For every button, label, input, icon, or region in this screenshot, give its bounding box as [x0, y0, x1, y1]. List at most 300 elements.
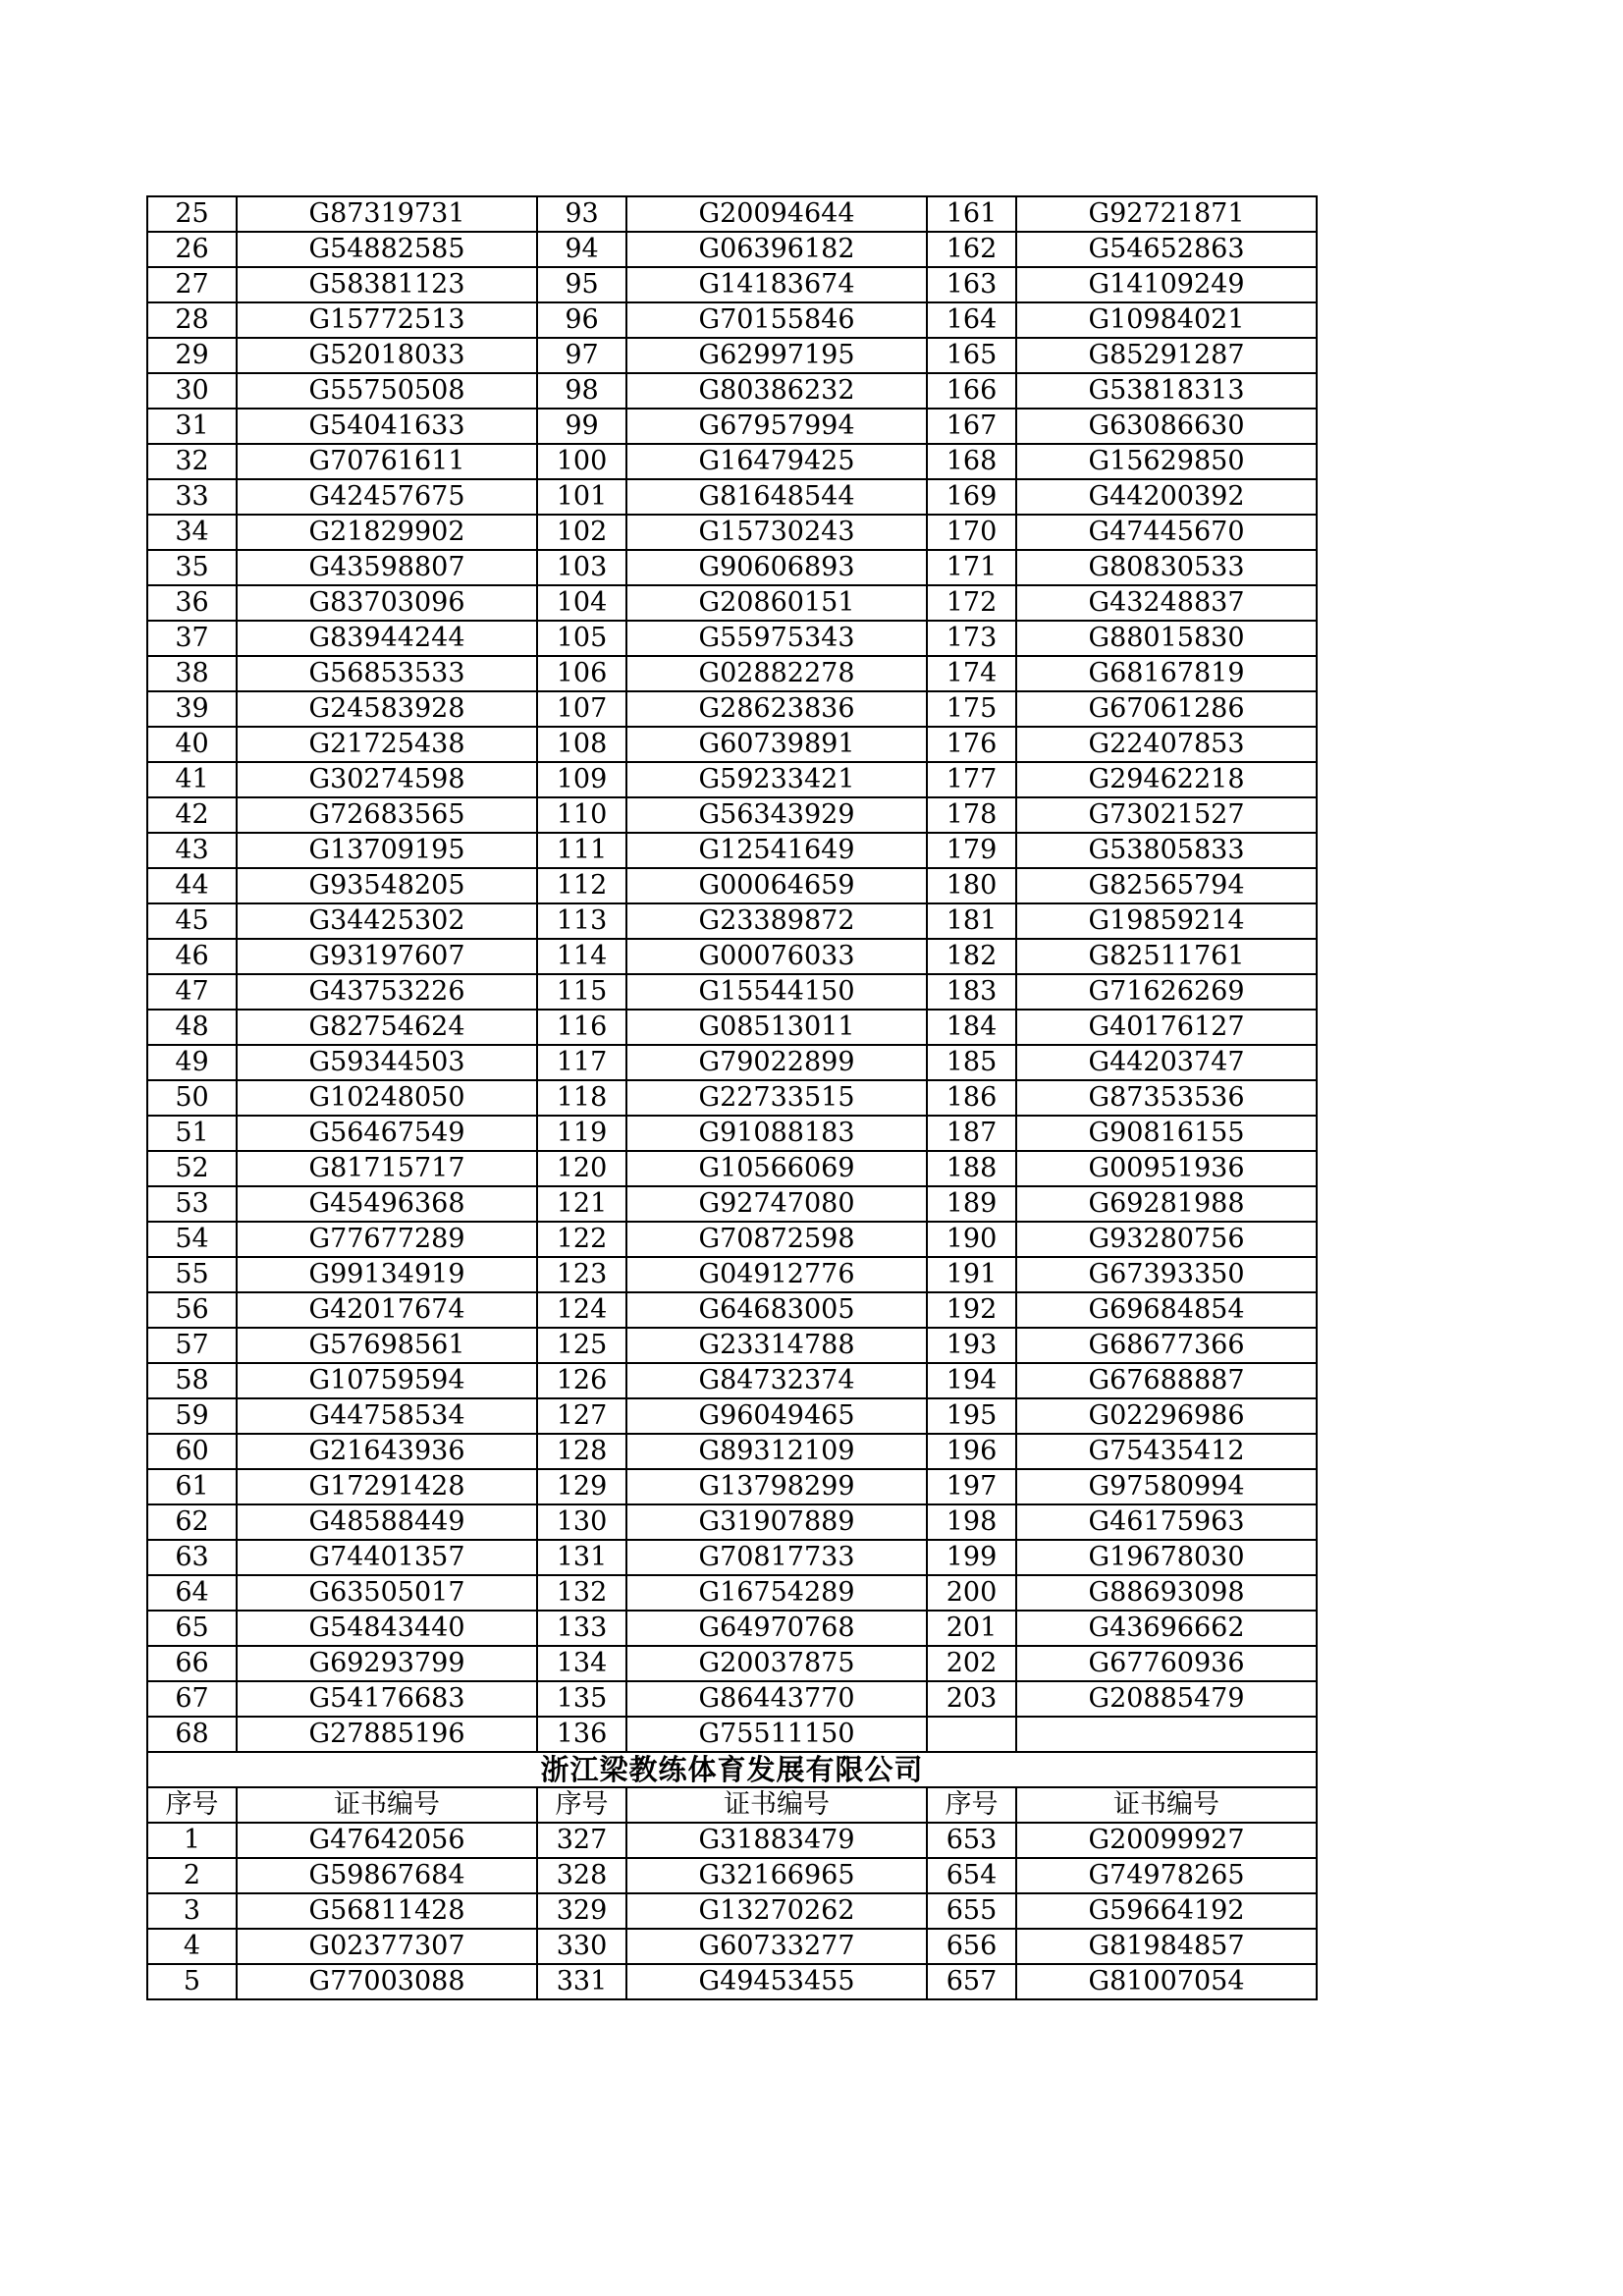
serial-number-cell: 131 [537, 1540, 626, 1575]
certificate-number-cell: G15772513 [237, 302, 537, 338]
serial-number-cell [927, 1717, 1016, 1752]
table-row [147, 1186, 1317, 1222]
serial-number-cell: 51 [147, 1116, 237, 1151]
certificate-number-cell: G85291287 [1016, 338, 1317, 373]
serial-number-cell: 59 [147, 1398, 237, 1434]
certificate-number-cell: G02296986 [1016, 1398, 1317, 1434]
certificate-number-cell: G04912776 [626, 1257, 927, 1292]
serial-number-cell: 655 [927, 1893, 1016, 1929]
certificate-number-cell: G73021527 [1016, 797, 1317, 833]
certificate-number-cell: G92747080 [626, 1186, 927, 1222]
serial-number-cell: 162 [927, 232, 1016, 267]
certificate-number-cell: G10759594 [237, 1363, 537, 1398]
table-row [147, 1681, 1317, 1717]
table-row [147, 621, 1317, 656]
column-header-serial: 序号 [927, 1787, 1016, 1823]
table-row [147, 302, 1317, 338]
serial-number-cell: 120 [537, 1151, 626, 1186]
certificate-number-cell: G56467549 [237, 1116, 537, 1151]
serial-number-cell: 128 [537, 1434, 626, 1469]
certificate-number-cell: G30274598 [237, 762, 537, 797]
serial-number-cell: 33 [147, 479, 237, 515]
certificate-number-cell: G10248050 [237, 1080, 537, 1116]
serial-number-cell: 125 [537, 1328, 626, 1363]
certificate-number-cell: G21725438 [237, 727, 537, 762]
certificate-number-cell: G47642056 [237, 1823, 537, 1858]
table-row [147, 409, 1317, 444]
serial-number-cell: 327 [537, 1823, 626, 1858]
certificate-number-cell: G93197607 [237, 939, 537, 974]
serial-number-cell: 111 [537, 833, 626, 868]
serial-number-cell: 50 [147, 1080, 237, 1116]
serial-number-cell: 110 [537, 797, 626, 833]
certificate-number-cell: G54041633 [237, 409, 537, 444]
certificate-number-cell: G71626269 [1016, 974, 1317, 1010]
table-row [147, 1151, 1317, 1186]
certificate-number-cell: G00064659 [626, 868, 927, 903]
certificate-number-cell: G28623836 [626, 691, 927, 727]
serial-number-cell: 29 [147, 338, 237, 373]
serial-number-cell: 1 [147, 1823, 237, 1858]
serial-number-cell: 99 [537, 409, 626, 444]
column-header-certificate: 证书编号 [626, 1787, 927, 1823]
certificate-number-cell: G80830533 [1016, 550, 1317, 585]
serial-number-cell: 130 [537, 1504, 626, 1540]
serial-number-cell: 30 [147, 373, 237, 409]
table-row [147, 656, 1317, 691]
certificate-number-cell: G44758534 [237, 1398, 537, 1434]
certificate-number-cell: G08513011 [626, 1010, 927, 1045]
serial-number-cell: 133 [537, 1611, 626, 1646]
serial-number-cell: 188 [927, 1151, 1016, 1186]
table-row [147, 1504, 1317, 1540]
certificate-number-cell: G43248837 [1016, 585, 1317, 621]
certificate-number-cell: G59867684 [237, 1858, 537, 1893]
certificate-number-cell: G82565794 [1016, 868, 1317, 903]
certificate-number-cell: G44203747 [1016, 1045, 1317, 1080]
certificate-number-cell: G83944244 [237, 621, 537, 656]
certificate-number-cell: G97580994 [1016, 1469, 1317, 1504]
serial-number-cell: 657 [927, 1964, 1016, 1999]
serial-number-cell: 38 [147, 656, 237, 691]
certificate-number-cell: G44200392 [1016, 479, 1317, 515]
certificate-number-cell: G55975343 [626, 621, 927, 656]
serial-number-cell: 191 [927, 1257, 1016, 1292]
certificate-number-cell: G87353536 [1016, 1080, 1317, 1116]
serial-number-cell: 94 [537, 232, 626, 267]
certificate-number-cell: G99134919 [237, 1257, 537, 1292]
column-header-certificate: 证书编号 [1016, 1787, 1317, 1823]
certificate-number-cell: G81984857 [1016, 1929, 1317, 1964]
certificate-number-cell: G70872598 [626, 1222, 927, 1257]
certificate-number-cell: G56343929 [626, 797, 927, 833]
table-row [147, 373, 1317, 409]
table-row [147, 1116, 1317, 1151]
certificate-number-cell: G20037875 [626, 1646, 927, 1681]
serial-number-cell: 656 [927, 1929, 1016, 1964]
serial-number-cell: 200 [927, 1575, 1016, 1611]
serial-number-cell: 108 [537, 727, 626, 762]
certificate-number-cell: G70761611 [237, 444, 537, 479]
table-row [147, 515, 1317, 550]
serial-number-cell: 179 [927, 833, 1016, 868]
serial-number-cell: 126 [537, 1363, 626, 1398]
certificate-table [146, 195, 1318, 2000]
certificate-number-cell: G67061286 [1016, 691, 1317, 727]
certificate-number-cell: G54843440 [237, 1611, 537, 1646]
certificate-number-cell: G69281988 [1016, 1186, 1317, 1222]
serial-number-cell: 61 [147, 1469, 237, 1504]
serial-number-cell: 177 [927, 762, 1016, 797]
certificate-number-cell: G67957994 [626, 409, 927, 444]
serial-number-cell: 203 [927, 1681, 1016, 1717]
serial-number-cell: 53 [147, 1186, 237, 1222]
table-row [147, 1646, 1317, 1681]
serial-number-cell: 183 [927, 974, 1016, 1010]
table-row [147, 1469, 1317, 1504]
serial-number-cell: 67 [147, 1681, 237, 1717]
serial-number-cell: 2 [147, 1858, 237, 1893]
certificate-number-cell: G17291428 [237, 1469, 537, 1504]
serial-number-cell: 43 [147, 833, 237, 868]
serial-number-cell: 192 [927, 1292, 1016, 1328]
serial-number-cell: 97 [537, 338, 626, 373]
certificate-number-cell: G83703096 [237, 585, 537, 621]
serial-number-cell: 41 [147, 762, 237, 797]
certificate-number-cell: G60733277 [626, 1929, 927, 1964]
certificate-number-cell: G19678030 [1016, 1540, 1317, 1575]
serial-number-cell: 134 [537, 1646, 626, 1681]
table-row [147, 797, 1317, 833]
serial-number-cell: 106 [537, 656, 626, 691]
table-row [147, 479, 1317, 515]
certificate-number-cell: G12541649 [626, 833, 927, 868]
certificate-number-cell: G56853533 [237, 656, 537, 691]
certificate-number-cell: G16479425 [626, 444, 927, 479]
serial-number-cell: 4 [147, 1929, 237, 1964]
table-row [147, 1222, 1317, 1257]
certificate-number-cell: G81715717 [237, 1151, 537, 1186]
serial-number-cell: 653 [927, 1823, 1016, 1858]
serial-number-cell: 186 [927, 1080, 1016, 1116]
certificate-number-cell: G20885479 [1016, 1681, 1317, 1717]
table-row [147, 1045, 1317, 1080]
serial-number-cell: 182 [927, 939, 1016, 974]
certificate-number-cell: G64683005 [626, 1292, 927, 1328]
table-row [147, 1611, 1317, 1646]
certificate-number-cell: G23389872 [626, 903, 927, 939]
certificate-number-cell: G93280756 [1016, 1222, 1317, 1257]
serial-number-cell: 654 [927, 1858, 1016, 1893]
table-row [147, 939, 1317, 974]
serial-number-cell: 170 [927, 515, 1016, 550]
certificate-number-cell: G21829902 [237, 515, 537, 550]
company-title: 浙江梁教练体育发展有限公司 [147, 1752, 1317, 1787]
certificate-number-cell: G88015830 [1016, 621, 1317, 656]
certificate-number-cell: G02882278 [626, 656, 927, 691]
certificate-number-cell: G48588449 [237, 1504, 537, 1540]
serial-number-cell: 46 [147, 939, 237, 974]
certificate-number-cell: G14109249 [1016, 267, 1317, 302]
serial-number-cell: 161 [927, 196, 1016, 232]
serial-number-cell: 98 [537, 373, 626, 409]
serial-number-cell: 136 [537, 1717, 626, 1752]
serial-number-cell: 118 [537, 1080, 626, 1116]
serial-number-cell: 185 [927, 1045, 1016, 1080]
table-row [147, 1717, 1317, 1752]
certificate-number-cell: G31907889 [626, 1504, 927, 1540]
serial-number-cell: 100 [537, 444, 626, 479]
certificate-number-cell: G90816155 [1016, 1116, 1317, 1151]
serial-number-cell: 34 [147, 515, 237, 550]
certificate-number-cell: G46175963 [1016, 1504, 1317, 1540]
certificate-number-cell: G42457675 [237, 479, 537, 515]
certificate-number-cell: G20099927 [1016, 1823, 1317, 1858]
serial-number-cell: 65 [147, 1611, 237, 1646]
serial-number-cell: 184 [927, 1010, 1016, 1045]
table-row [147, 868, 1317, 903]
certificate-number-cell: G16754289 [626, 1575, 927, 1611]
certificate-number-cell: G58381123 [237, 267, 537, 302]
table-row [147, 585, 1317, 621]
table-row [147, 1398, 1317, 1434]
serial-number-cell: 135 [537, 1681, 626, 1717]
certificate-number-cell: G84732374 [626, 1363, 927, 1398]
certificate-number-cell: G13798299 [626, 1469, 927, 1504]
certificate-number-cell: G87319731 [237, 196, 537, 232]
table-row [147, 1964, 1317, 1999]
table-row [147, 267, 1317, 302]
certificate-number-cell: G69684854 [1016, 1292, 1317, 1328]
serial-number-cell: 42 [147, 797, 237, 833]
table-row [147, 1292, 1317, 1328]
certificate-number-cell: G67688887 [1016, 1363, 1317, 1398]
serial-number-cell: 64 [147, 1575, 237, 1611]
certificate-number-cell: G40176127 [1016, 1010, 1317, 1045]
serial-number-cell: 44 [147, 868, 237, 903]
serial-number-cell: 47 [147, 974, 237, 1010]
serial-number-cell: 40 [147, 727, 237, 762]
serial-number-cell: 164 [927, 302, 1016, 338]
certificate-number-cell: G00951936 [1016, 1151, 1317, 1186]
certificate-number-cell: G47445670 [1016, 515, 1317, 550]
certificate-number-cell: G59664192 [1016, 1893, 1317, 1929]
certificate-number-cell: G93548205 [237, 868, 537, 903]
certificate-number-cell: G20094644 [626, 196, 927, 232]
certificate-number-cell: G59233421 [626, 762, 927, 797]
serial-number-cell: 124 [537, 1292, 626, 1328]
certificate-number-cell: G55750508 [237, 373, 537, 409]
serial-number-cell: 199 [927, 1540, 1016, 1575]
serial-number-cell: 52 [147, 1151, 237, 1186]
certificate-number-cell: G68167819 [1016, 656, 1317, 691]
serial-number-cell: 66 [147, 1646, 237, 1681]
company-title-row [147, 1752, 1317, 1787]
serial-number-cell: 165 [927, 338, 1016, 373]
table-row [147, 1858, 1317, 1893]
serial-number-cell: 39 [147, 691, 237, 727]
certificate-number-cell: G19859214 [1016, 903, 1317, 939]
serial-number-cell: 95 [537, 267, 626, 302]
column-header-certificate: 证书编号 [237, 1787, 537, 1823]
certificate-number-cell: G53818313 [1016, 373, 1317, 409]
serial-number-cell: 129 [537, 1469, 626, 1504]
serial-number-cell: 331 [537, 1964, 626, 1999]
certificate-number-cell: G06396182 [626, 232, 927, 267]
certificate-number-cell: G60739891 [626, 727, 927, 762]
certificate-number-cell: G68677366 [1016, 1328, 1317, 1363]
serial-number-cell: 180 [927, 868, 1016, 903]
certificate-number-cell: G89312109 [626, 1434, 927, 1469]
certificate-number-cell: G57698561 [237, 1328, 537, 1363]
serial-number-cell: 103 [537, 550, 626, 585]
serial-number-cell: 122 [537, 1222, 626, 1257]
serial-number-cell: 176 [927, 727, 1016, 762]
certificate-number-cell: G10984021 [1016, 302, 1317, 338]
table-row [147, 1363, 1317, 1398]
certificate-number-cell: G74401357 [237, 1540, 537, 1575]
serial-number-cell: 187 [927, 1116, 1016, 1151]
certificate-number-cell: G59344503 [237, 1045, 537, 1080]
certificate-number-cell: G90606893 [626, 550, 927, 585]
serial-number-cell: 63 [147, 1540, 237, 1575]
certificate-number-cell: G96049465 [626, 1398, 927, 1434]
table-row [147, 232, 1317, 267]
table-row [147, 903, 1317, 939]
serial-number-cell: 102 [537, 515, 626, 550]
serial-number-cell: 25 [147, 196, 237, 232]
serial-number-cell: 101 [537, 479, 626, 515]
certificate-number-cell: G64970768 [626, 1611, 927, 1646]
certificate-number-cell: G67393350 [1016, 1257, 1317, 1292]
certificate-number-cell: G80386232 [626, 373, 927, 409]
certificate-number-cell: G54652863 [1016, 232, 1317, 267]
certificate-number-cell: G75435412 [1016, 1434, 1317, 1469]
certificate-number-cell: G31883479 [626, 1823, 927, 1858]
certificate-number-cell: G70155846 [626, 302, 927, 338]
certificate-number-cell: G54176683 [237, 1681, 537, 1717]
certificate-number-cell: G53805833 [1016, 833, 1317, 868]
table-row [147, 974, 1317, 1010]
header-row [147, 1787, 1317, 1823]
column-header-serial: 序号 [147, 1787, 237, 1823]
certificate-number-cell: G14183674 [626, 267, 927, 302]
table-row [147, 1575, 1317, 1611]
certificate-number-cell: G77677289 [237, 1222, 537, 1257]
serial-number-cell: 45 [147, 903, 237, 939]
serial-number-cell: 329 [537, 1893, 626, 1929]
certificate-number-cell: G54882585 [237, 232, 537, 267]
certificate-number-cell: G81007054 [1016, 1964, 1317, 1999]
serial-number-cell: 172 [927, 585, 1016, 621]
serial-number-cell: 115 [537, 974, 626, 1010]
certificate-number-cell: G82754624 [237, 1010, 537, 1045]
serial-number-cell: 55 [147, 1257, 237, 1292]
serial-number-cell: 26 [147, 232, 237, 267]
certificate-number-cell: G49453455 [626, 1964, 927, 1999]
certificate-number-cell: G27885196 [237, 1717, 537, 1752]
certificate-number-cell: G88693098 [1016, 1575, 1317, 1611]
serial-number-cell: 96 [537, 302, 626, 338]
serial-number-cell: 37 [147, 621, 237, 656]
certificate-number-cell: G43598807 [237, 550, 537, 585]
certificate-number-cell: G02377307 [237, 1929, 537, 1964]
serial-number-cell: 49 [147, 1045, 237, 1080]
serial-number-cell: 201 [927, 1611, 1016, 1646]
certificate-number-cell: G13709195 [237, 833, 537, 868]
serial-number-cell: 119 [537, 1116, 626, 1151]
serial-number-cell: 168 [927, 444, 1016, 479]
serial-number-cell: 105 [537, 621, 626, 656]
serial-number-cell: 117 [537, 1045, 626, 1080]
certificate-number-cell: G69293799 [237, 1646, 537, 1681]
serial-number-cell: 196 [927, 1434, 1016, 1469]
table-row [147, 691, 1317, 727]
serial-number-cell: 93 [537, 196, 626, 232]
serial-number-cell: 28 [147, 302, 237, 338]
serial-number-cell: 27 [147, 267, 237, 302]
serial-number-cell: 193 [927, 1328, 1016, 1363]
certificate-number-cell: G52018033 [237, 338, 537, 373]
serial-number-cell: 328 [537, 1858, 626, 1893]
serial-number-cell: 171 [927, 550, 1016, 585]
certificate-number-cell: G62997195 [626, 338, 927, 373]
certificate-number-cell: G74978265 [1016, 1858, 1317, 1893]
table-row [147, 1540, 1317, 1575]
certificate-number-cell: G70817733 [626, 1540, 927, 1575]
certificate-number-cell: G23314788 [626, 1328, 927, 1363]
certificate-number-cell: G45496368 [237, 1186, 537, 1222]
serial-number-cell: 62 [147, 1504, 237, 1540]
certificate-number-cell: G21643936 [237, 1434, 537, 1469]
serial-number-cell: 32 [147, 444, 237, 479]
serial-number-cell: 175 [927, 691, 1016, 727]
serial-number-cell: 163 [927, 267, 1016, 302]
serial-number-cell: 169 [927, 479, 1016, 515]
serial-number-cell: 123 [537, 1257, 626, 1292]
serial-number-cell: 5 [147, 1964, 237, 1999]
serial-number-cell: 189 [927, 1186, 1016, 1222]
serial-number-cell: 195 [927, 1398, 1016, 1434]
serial-number-cell: 54 [147, 1222, 237, 1257]
certificate-number-cell: G75511150 [626, 1717, 927, 1752]
serial-number-cell: 121 [537, 1186, 626, 1222]
table-row [147, 833, 1317, 868]
certificate-number-cell: G82511761 [1016, 939, 1317, 974]
serial-number-cell: 330 [537, 1929, 626, 1964]
certificate-number-cell: G15730243 [626, 515, 927, 550]
certificate-number-cell: G63086630 [1016, 409, 1317, 444]
serial-number-cell: 194 [927, 1363, 1016, 1398]
serial-number-cell: 109 [537, 762, 626, 797]
table-row [147, 1328, 1317, 1363]
certificate-number-cell: G72683565 [237, 797, 537, 833]
table-row [147, 1257, 1317, 1292]
table-row [147, 762, 1317, 797]
serial-number-cell: 132 [537, 1575, 626, 1611]
certificate-number-cell: G77003088 [237, 1964, 537, 1999]
certificate-number-cell: G91088183 [626, 1116, 927, 1151]
serial-number-cell: 35 [147, 550, 237, 585]
serial-number-cell: 60 [147, 1434, 237, 1469]
serial-number-cell: 116 [537, 1010, 626, 1045]
serial-number-cell: 104 [537, 585, 626, 621]
serial-number-cell: 202 [927, 1646, 1016, 1681]
certificate-number-cell: G20860151 [626, 585, 927, 621]
serial-number-cell: 36 [147, 585, 237, 621]
certificate-number-cell: G43753226 [237, 974, 537, 1010]
serial-number-cell: 112 [537, 868, 626, 903]
